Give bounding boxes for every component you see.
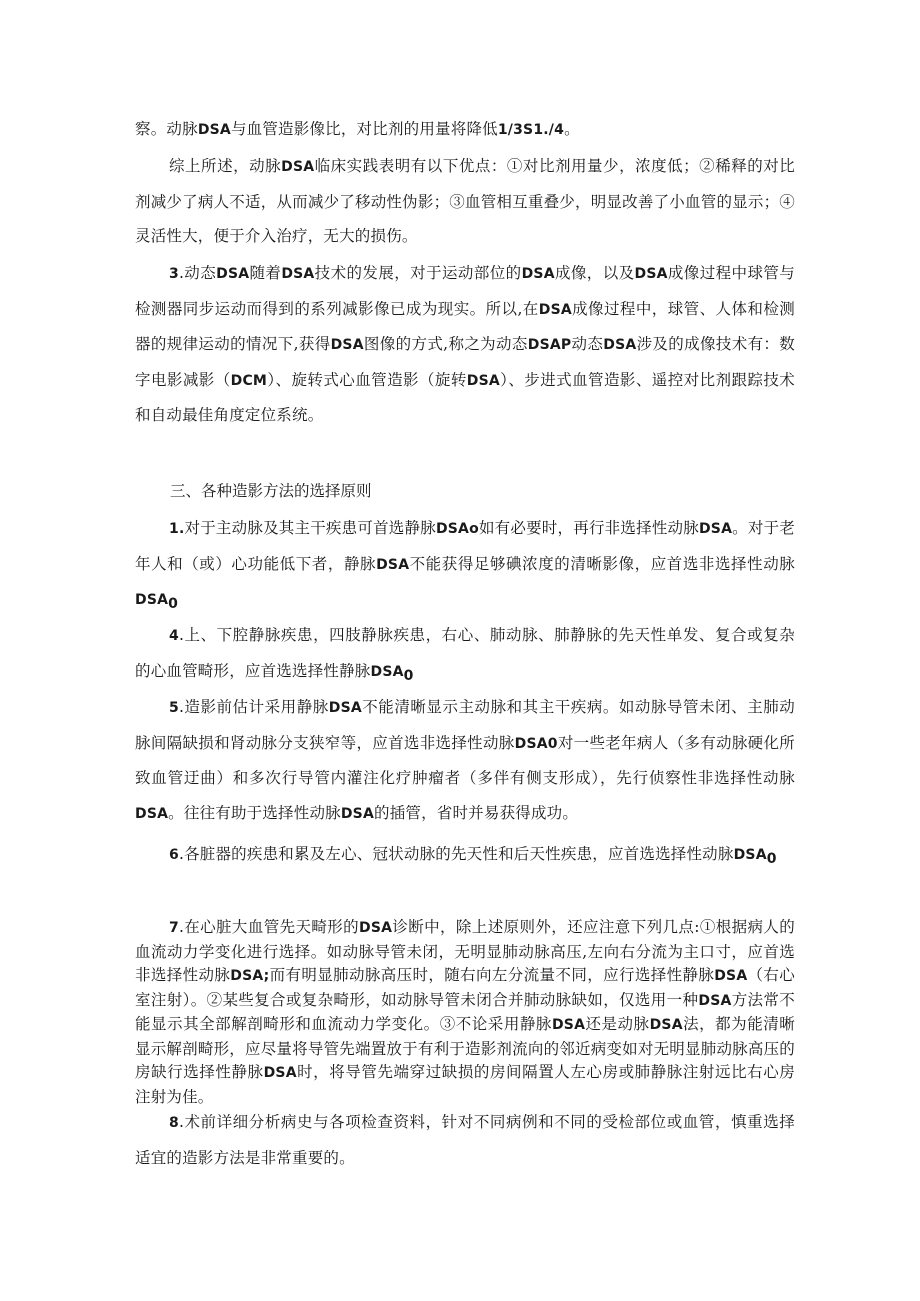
term: DCM — [230, 372, 268, 389]
term: DSA0 — [514, 735, 558, 752]
text: 时，将导管先端穿过缺损的房间隔置人左心房或肺静脉注射远比右心房注射为佳。 — [135, 1063, 795, 1106]
text: 的插管，省时并易获得成功。 — [373, 803, 579, 822]
term: DSA — [466, 372, 500, 389]
paragraph-principle-6 — [135, 837, 795, 877]
term: DSA — [216, 266, 250, 282]
term: DSA; — [230, 968, 270, 984]
term: DSA — [340, 805, 374, 822]
text: 综上所述，动脉 — [169, 157, 282, 175]
item-number: 4 — [169, 628, 179, 644]
text: 与血管造影像比，对比剂的用量将降低 — [230, 120, 498, 138]
paragraph-3 — [135, 256, 795, 433]
text: .造影前估计采用静脉 — [178, 698, 329, 716]
term: DSA — [634, 266, 668, 282]
text: ）、旋转式心血管造影（旋转 — [267, 370, 467, 389]
text: .在心脏大血管先天畸形的 — [178, 918, 360, 936]
text: 。往往有助于选择性动脉 — [168, 803, 341, 822]
term: DSAP — [527, 337, 572, 353]
text: 随着 — [249, 264, 282, 282]
term: DSA — [698, 992, 732, 1009]
text: 而有明显肺动脉高压时，随右向左分流量不同，应行选择性静脉 — [269, 966, 715, 984]
item-number: 8 — [169, 1115, 179, 1131]
text: .上、下腔静脉疾患，四肢静脉疾患，右心、肺动脉、肺静脉的先天性单发、复合或复杂的心血管畸形，应首选选择性静脉 — [135, 626, 795, 680]
text: 成像过程中，球管、人体和检测器的规律运动的情况下,获得 — [135, 299, 795, 353]
term: DSA — [551, 1017, 586, 1033]
text: .术前详细分析病史与各项检查资料，针对不同病例和不同的受检部位或血管，慎重选择适宜的造影方法是非常重要的。 — [135, 1113, 795, 1167]
term: DSA — [197, 122, 231, 138]
term: DSAo — [435, 521, 479, 537]
term: DSA — [135, 592, 169, 608]
subscript: 0 — [403, 667, 414, 684]
term: DSA — [359, 920, 393, 936]
text: ）、步进式血管造影、遥控对比剂跟踪技术和自动最佳角度定位系统。 — [135, 370, 796, 424]
term: DSA — [370, 663, 404, 680]
text: 察。动脉 — [135, 120, 198, 138]
item-number: 7 — [169, 920, 179, 936]
paragraph-principle-4 — [135, 618, 795, 693]
item-number: 3 — [169, 266, 179, 282]
text: 法，都为能清晰显示解剖畸形，应尽量将导管先端置放于有利于造影剂流向的邻近病变如对无明显肺动脉高压的房缺行选择性静脉 — [135, 1015, 795, 1081]
ratio-value: 1/3S1./4 — [497, 122, 565, 138]
text: 对一些老年病人（多有动脉硬化所致血管迂曲）和多次行导管内灌注化疗肿瘤者（多伴有侧支形成），先行侦察性非选择性动脉 — [135, 733, 795, 787]
text: 方法常不能显示其全部解剖畸形和血流动力学变化。③不论采用静脉 — [135, 990, 795, 1033]
text: 临床实践表明有以下优点：①对比剂用量少，浓度低；②稀释的对比剂减少了病人不适，从而减少了移动性伪影；③血管相互重叠少，明显改善了小血管的显示；④灵活性大，便于介入治疗，无大的损伤。 — [135, 157, 795, 245]
item-number: 6 — [169, 847, 179, 863]
item-number: 1. — [169, 521, 185, 537]
text: 不能获得足够碘浓度的清晰影像，应首选非选择性动脉 — [409, 554, 795, 573]
term: DSA — [376, 556, 410, 573]
term: DSA — [281, 266, 315, 282]
text: 涉及的成像技术有：数字电影减影（ — [135, 335, 795, 389]
term: DSA — [714, 968, 748, 984]
paragraph-2 — [135, 149, 795, 254]
text: 还是动脉 — [585, 1015, 650, 1033]
text: 诊断中，除上述原则外，还应注意下列几点:①根据病人的血流动力学变化进行选择。如动脉导管未闭，无明显肺动脉高压,左向右分流为主口寸，应首选非选择性动脉 — [135, 918, 795, 984]
text: .各脏器的疾患和累及左心、冠状动脉的先天性和后天性疾患，应首选选择性动脉 — [178, 845, 734, 863]
text: 。对于老年人和（或）心功能低下者，静脉 — [135, 519, 795, 573]
text: （右心室注射）。②某些复合或复杂畸形，如动脉导管未闭合并肺动脉缺如，仅选用一种 — [135, 966, 795, 1009]
text: 不能清晰显示主动脉和其主干疾病。如动脉导管未闭、主肺动脉间隔缺损和肾动脉分支狭窄等，应首选非选择性动脉 — [135, 698, 795, 752]
text: 技术的发展，对于运动部位的 — [314, 264, 522, 282]
term: DSA — [135, 805, 169, 822]
term: DSA — [521, 266, 555, 282]
text: 动态 — [571, 335, 604, 353]
term: DSA — [328, 700, 362, 716]
paragraph-principle-5 — [135, 690, 795, 831]
term: DSA — [538, 301, 572, 318]
text: .动态 — [178, 264, 217, 282]
text: 如有必要时，再行非选择性动脉 — [478, 519, 699, 537]
text: 图像的方式,称之为动态 — [363, 335, 528, 353]
term: DSA — [733, 847, 767, 863]
paragraph-principle-1 — [135, 511, 795, 622]
text: 成像，以及 — [554, 264, 635, 282]
paragraph-principle-7 — [135, 916, 795, 1109]
term: DSA — [698, 521, 733, 537]
subscript: 0 — [168, 596, 179, 613]
paragraph-1 — [135, 112, 795, 148]
term: DSA — [263, 1065, 297, 1081]
section-heading: 三、各种造影方法的选择原则 — [170, 482, 372, 500]
text: 成像过程中球管与检测器同步运动而得到的系列减影像已成为现实。所以,在 — [135, 264, 795, 318]
item-number: 5 — [169, 700, 179, 716]
text: 对于主动脉及其主干疾患可首选静脉 — [184, 519, 436, 537]
term: DSA — [281, 159, 315, 175]
term: DSA — [330, 337, 364, 353]
text: 。 — [564, 120, 580, 138]
subscript: 0 — [766, 851, 777, 868]
paragraph-principle-8 — [135, 1105, 795, 1175]
term: DSA — [649, 1017, 683, 1033]
term: DSA — [603, 337, 637, 353]
